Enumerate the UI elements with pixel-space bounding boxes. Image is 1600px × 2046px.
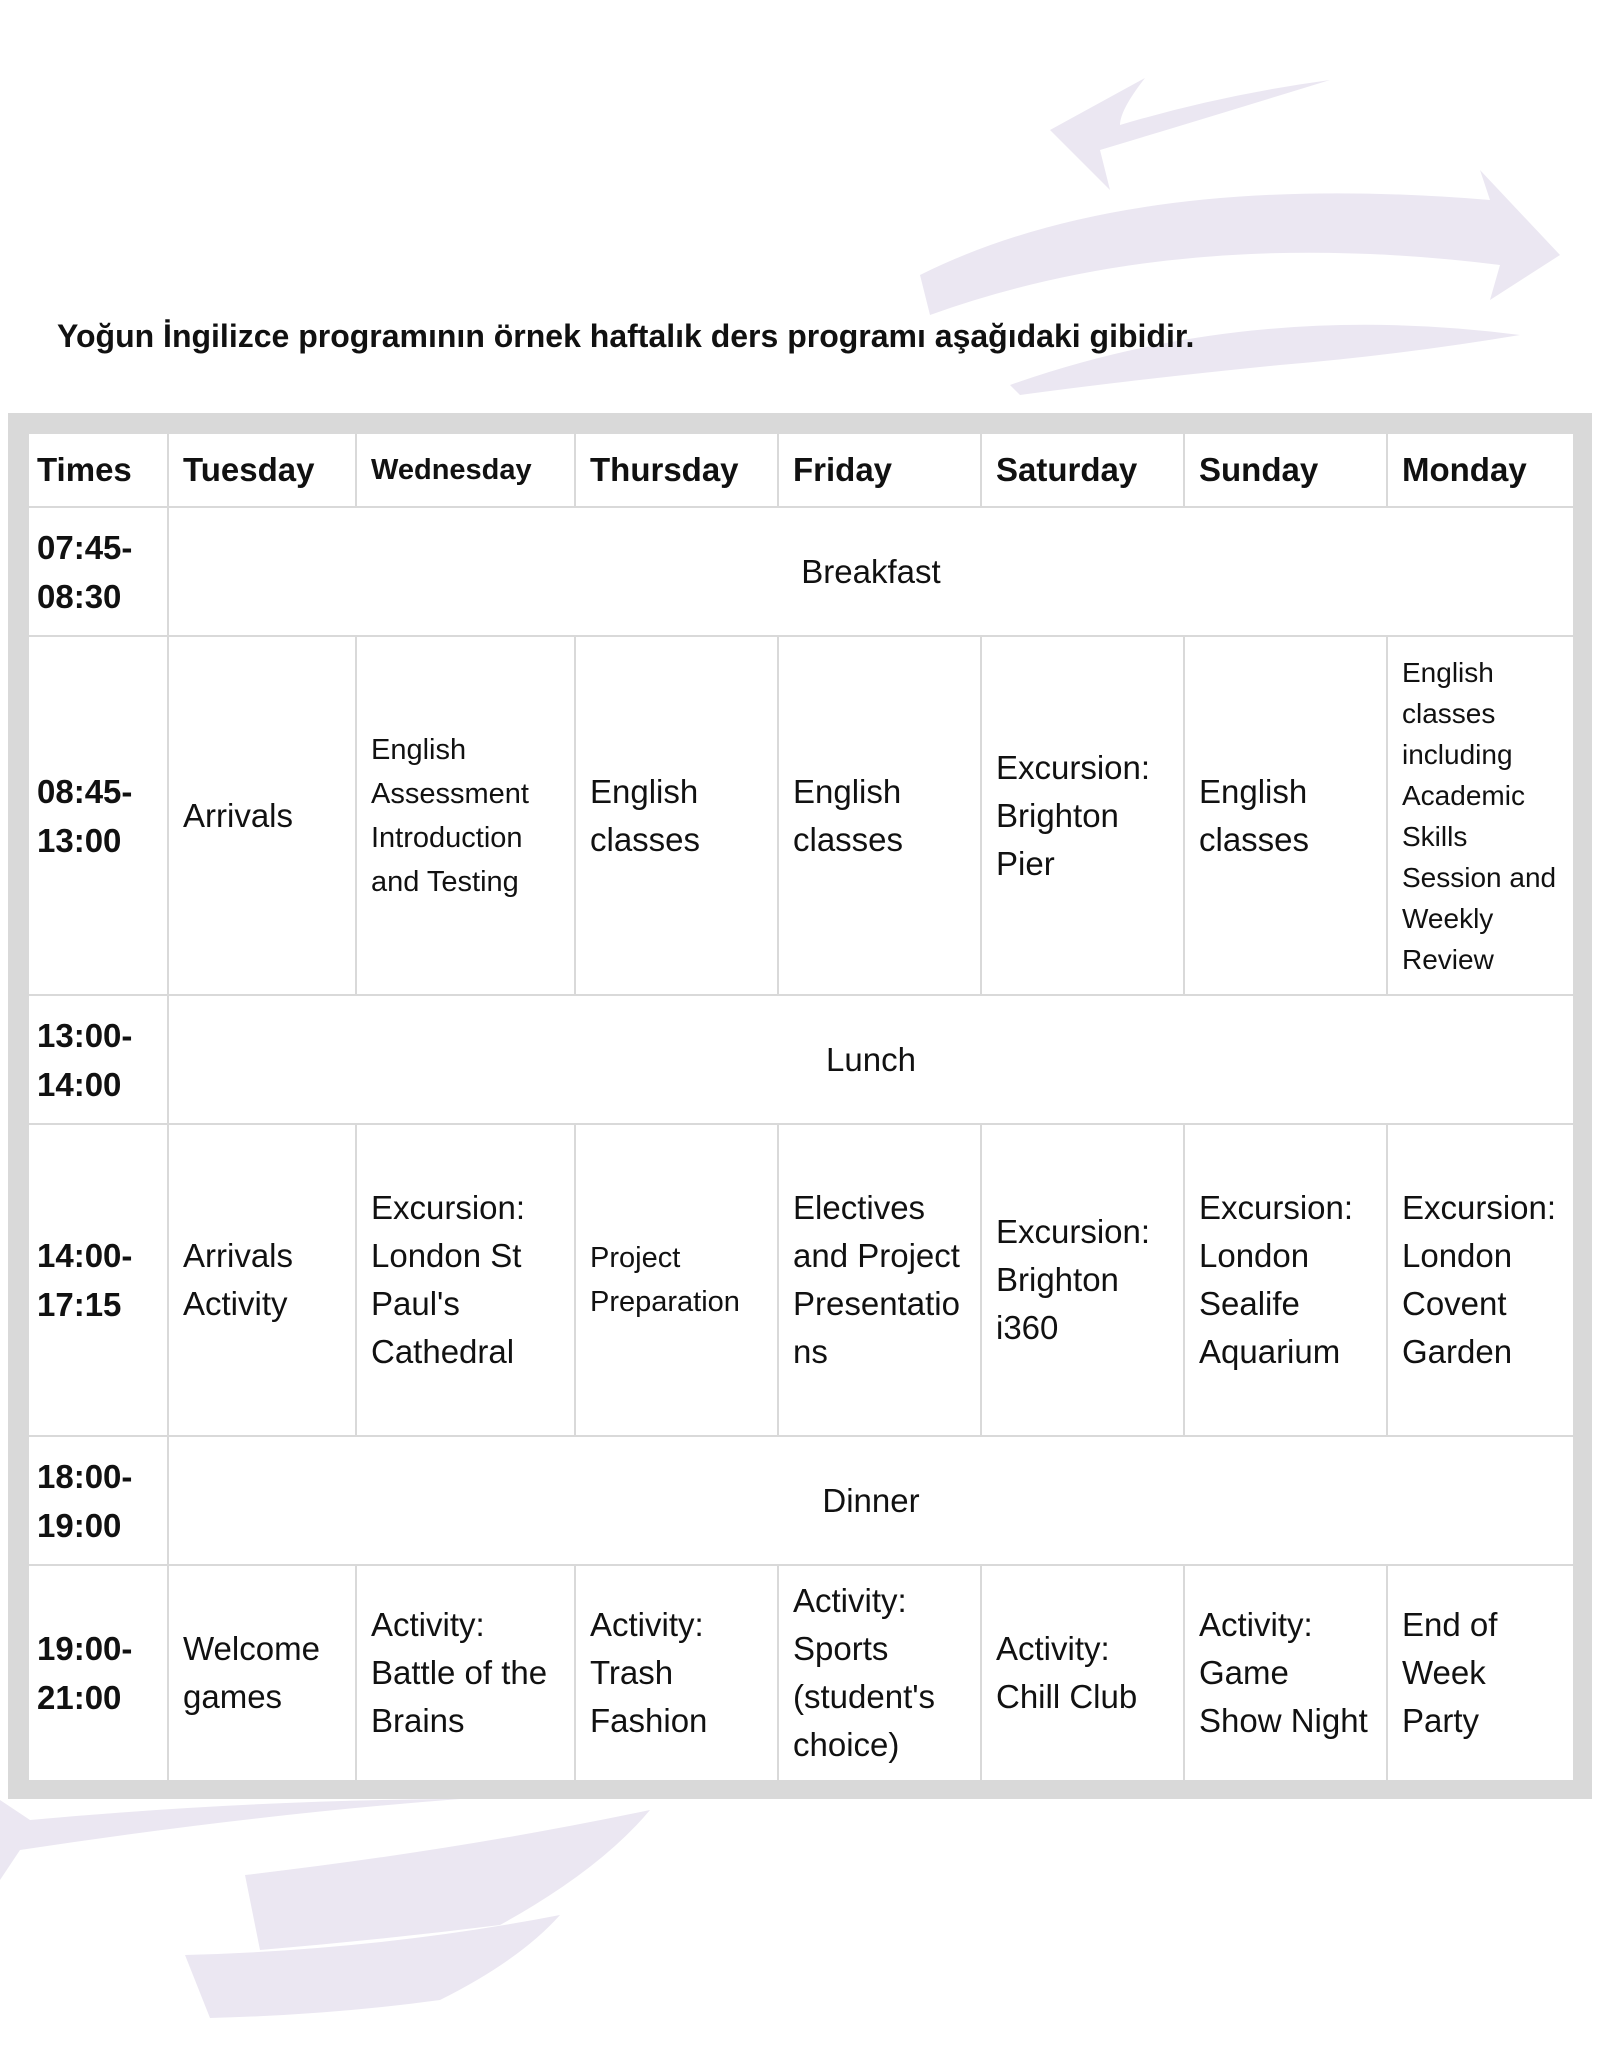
time-cell: 18:00-19:00 xyxy=(28,1436,168,1565)
header-saturday: Saturday xyxy=(981,433,1184,507)
table-row xyxy=(28,1436,1574,1565)
activity-cell: Activity: Sports (student's choice) xyxy=(778,1565,981,1781)
header-friday: Friday xyxy=(778,433,981,507)
schedule-table-frame xyxy=(8,413,1592,1799)
activity-cell: Arrivals Activity xyxy=(168,1124,356,1436)
activity-cell: Arrivals xyxy=(168,636,356,995)
activity-cell: Activity: Game Show Night xyxy=(1184,1565,1387,1781)
activity-cell: Excursion: London Sealife Aquarium xyxy=(1184,1124,1387,1436)
weekly-schedule-table xyxy=(27,432,1575,1782)
activity-cell: End of Week Party xyxy=(1387,1565,1574,1781)
time-cell: 07:45-08:30 xyxy=(28,507,168,636)
activity-cell: Activity: Battle of the Brains xyxy=(356,1565,575,1781)
time-cell: 14:00-17:15 xyxy=(28,1124,168,1436)
meal-cell: Lunch xyxy=(168,995,1574,1124)
table-row xyxy=(28,507,1574,636)
activity-cell: Project Preparation xyxy=(575,1124,778,1436)
time-cell: 19:00-21:00 xyxy=(28,1565,168,1781)
activity-cell: English classes including Academic Skills Session and Weekly Review xyxy=(1387,636,1574,995)
header-tuesday: Tuesday xyxy=(168,433,356,507)
table-row xyxy=(28,1565,1574,1781)
activity-cell: Excursion: Brighton i360 xyxy=(981,1124,1184,1436)
table-row xyxy=(28,995,1574,1124)
header-wednesday: Wednesday xyxy=(356,433,575,507)
activity-cell: Electives and Project Presentations xyxy=(778,1124,981,1436)
activity-cell: Activity: Trash Fashion xyxy=(575,1565,778,1781)
table-row xyxy=(28,636,1574,995)
activity-cell: Excursion: London Covent Garden xyxy=(1387,1124,1574,1436)
meal-cell: Breakfast xyxy=(168,507,1574,636)
table-row xyxy=(28,1124,1574,1436)
time-cell: 13:00-14:00 xyxy=(28,995,168,1124)
activity-cell: Welcome games xyxy=(168,1565,356,1781)
header-sunday: Sunday xyxy=(1184,433,1387,507)
time-cell: 08:45-13:00 xyxy=(28,636,168,995)
activity-cell: Activity: Chill Club xyxy=(981,1565,1184,1781)
activity-cell: English classes xyxy=(1184,636,1387,995)
header-times: Times xyxy=(28,433,168,507)
activity-cell: English classes xyxy=(575,636,778,995)
activity-cell: English Assessment Introduction and Testing xyxy=(356,636,575,995)
table-header-row xyxy=(28,433,1574,507)
activity-cell: English classes xyxy=(778,636,981,995)
header-monday: Monday xyxy=(1387,433,1574,507)
page-heading: Yoğun İngilizce programının örnek haftalık ders programı aşağıdaki gibidir. xyxy=(57,318,1195,354)
header-thursday: Thursday xyxy=(575,433,778,507)
activity-cell: Excursion: London St Paul's Cathedral xyxy=(356,1124,575,1436)
activity-cell: Excursion: Brighton Pier xyxy=(981,636,1184,995)
meal-cell: Dinner xyxy=(168,1436,1574,1565)
